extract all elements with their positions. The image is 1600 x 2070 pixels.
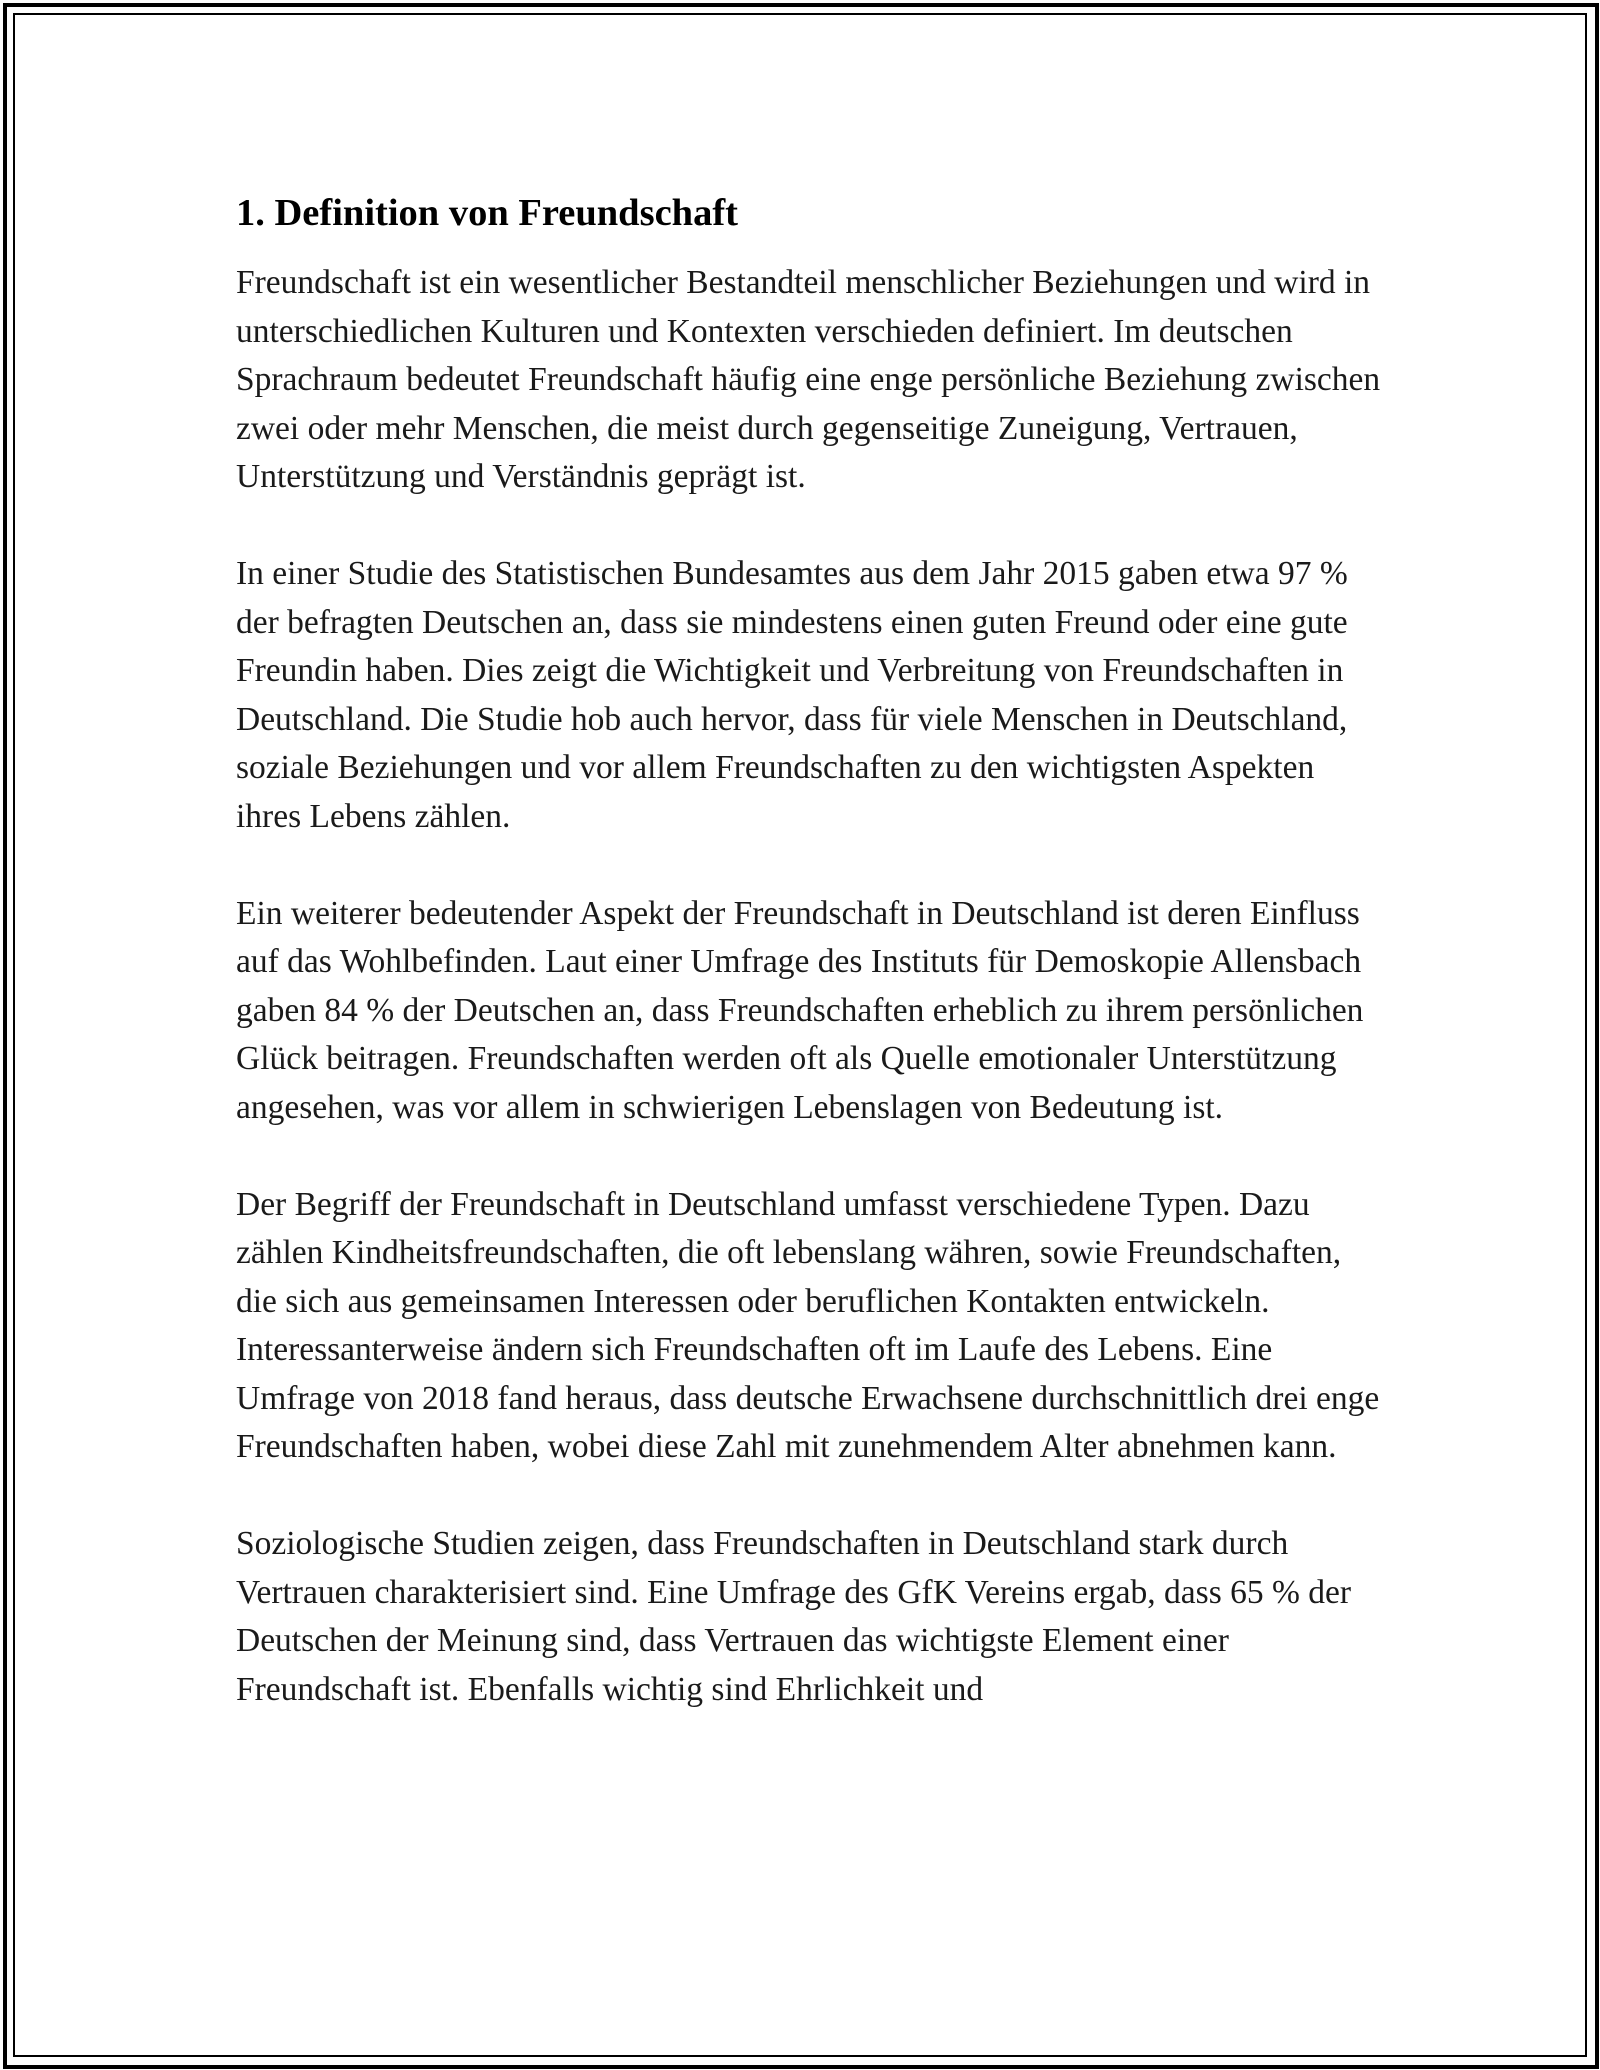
paragraph-4: Der Begriff der Freundschaft in Deutschland umfasst verschiedene Typen. Dazu zählen Kindheitsfreundschaften, die oft lebenslang währen, sowie Freundschaften, die sich aus gemeinsamen Interessen oder beruflichen Kontakten entwickeln. Interessanterweise ändern sich Freundschaften oft im Laufe des Lebens. Eine Umfrage von 2018 fand heraus, dass deutsche Erwachsene durchschnittlich drei enge Freundschaften haben, wobei diese Zahl mit zunehmendem Alter abnehmen kann. (236, 1185, 1380, 1465)
section-heading: 1. Definition von Freundschaft (236, 192, 738, 234)
paragraph-2: In einer Studie des Statistischen Bundesamtes aus dem Jahr 2015 gaben etwa 97 % der befragten Deutschen an, dass sie mindestens einen guten Freund oder eine gute Freundin haben. Dies zeigt die Wichtigkeit und Verbreitung von Freundschaften in Deutschland. Die Studie hob auch hervor, dass für viele Menschen in Deutschland, soziale Beziehungen und vor allem Freundschaften zu den wichtigsten Aspekten ihres Lebens zählen. (236, 555, 1348, 835)
paragraph-5: Soziologische Studien zeigen, dass Freundschaften in Deutschland stark durch Vertrauen charakterisiert sind. Eine Umfrage des GfK Vereins ergab, dass 65 % der Deutschen der Meinung sind, dass Vertrauen das wichtigste Element einer Freundschaft ist. Ebenfalls wichtig sind Ehrlichkeit und (236, 1525, 1352, 1708)
document-body (236, 185, 1386, 1763)
paragraph-1: Freundschaft ist ein wesentlicher Bestandteil menschlicher Beziehungen und wird in unterschiedlichen Kulturen und Kontexten verschieden definiert. Im deutschen Sprachraum bedeutet Freundschaft häufig eine enge persönliche Beziehung zwischen zwei oder mehr Menschen, die meist durch gegenseitige Zuneigung, Vertrauen, Unterstützung und Verständnis geprägt ist. (236, 264, 1381, 495)
paragraph-3: Ein weiterer bedeutender Aspekt der Freundschaft in Deutschland ist deren Einfluss auf das Wohlbefinden. Laut einer Umfrage des Instituts für Demoskopie Allensbach gaben 84 % der Deutschen an, dass Freundschaften erheblich zu ihrem persönlichen Glück beitragen. Freundschaften werden oft als Quelle emotionaler Unterstützung angesehen, was vor allem in schwierigen Lebenslagen von Bedeutung ist. (236, 894, 1364, 1126)
